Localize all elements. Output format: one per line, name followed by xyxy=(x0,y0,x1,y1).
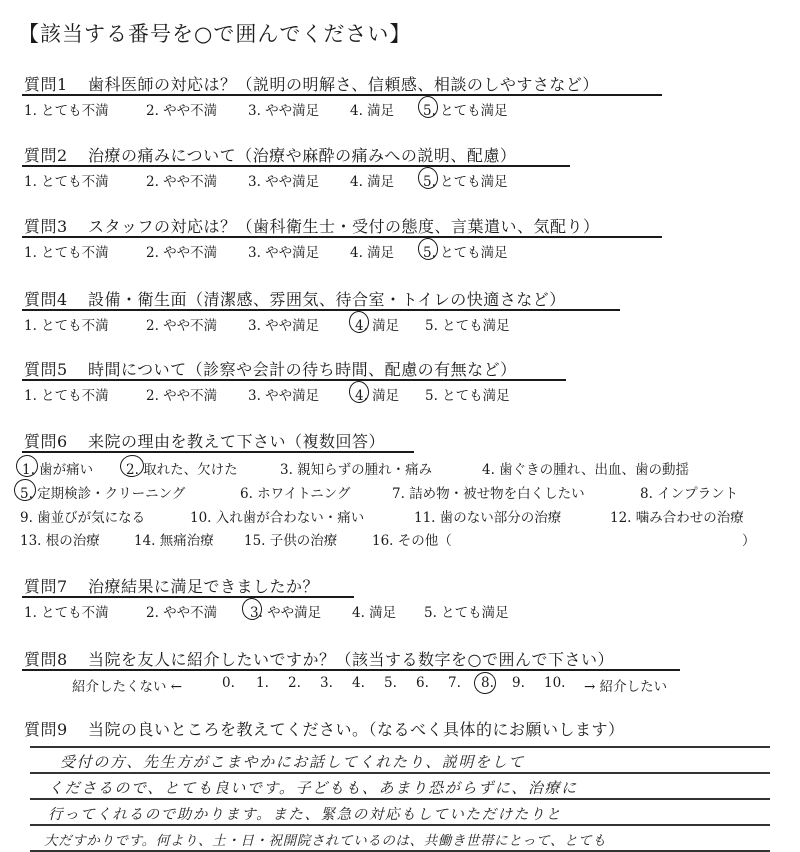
q1-option-4[interactable]: 4. 満足 xyxy=(350,103,395,119)
q8-scale-3[interactable]: 3. xyxy=(320,675,333,691)
q5-option-2[interactable]: 2. やや不満 xyxy=(146,388,218,404)
q8-scale-left-label: 紹介したくない ← xyxy=(72,679,183,695)
q4-option-2[interactable]: 2. やや不満 xyxy=(146,318,218,334)
q9-label: 質問9 xyxy=(24,720,68,739)
q5-option-4[interactable]: 4. 満足 xyxy=(355,388,400,404)
q2-option-2[interactable]: 2. やや不満 xyxy=(146,174,218,190)
q1-label: 質問1 xyxy=(24,75,68,94)
q3-option-3[interactable]: 3. やや満足 xyxy=(248,245,320,261)
q2-option-3[interactable]: 3. やや満足 xyxy=(248,174,320,190)
q6-option-16[interactable]: 16. その他（ xyxy=(372,533,452,549)
q8-underline xyxy=(22,669,680,671)
q9-ruled-line-2 xyxy=(30,772,770,774)
q7-option-4[interactable]: 4. 満足 xyxy=(352,605,397,621)
q8-scale-4[interactable]: 4. xyxy=(352,675,365,691)
q8-label: 質問8 xyxy=(24,650,68,669)
q8-scale-10[interactable]: 10. xyxy=(544,675,566,691)
q6-option-8[interactable]: 8. インプラント xyxy=(640,486,739,502)
q1-option-2[interactable]: 2. やや不満 xyxy=(146,103,218,119)
q1-option-1[interactable]: 1. とても不満 xyxy=(24,103,109,119)
q8-title: 当院を友人に紹介したいですか？（該当する数字を○で囲んで下さい） xyxy=(88,650,614,669)
q7-title: 治療結果に満足できましたか？ xyxy=(88,577,320,596)
q8-scale-5[interactable]: 5. xyxy=(384,675,397,691)
q6-option-5[interactable]: 5. 定期検診・クリーニング xyxy=(20,486,186,502)
q5-underline xyxy=(22,379,566,381)
q2-option-1[interactable]: 1. とても不満 xyxy=(24,174,109,190)
q8-scale-6[interactable]: 6. xyxy=(416,675,429,691)
q6-other-close-paren: ） xyxy=(742,533,756,549)
q7-option-3[interactable]: 3. やや満足 xyxy=(250,605,322,621)
q7-label: 質問7 xyxy=(24,577,68,596)
q4-underline xyxy=(22,309,620,311)
q9-ruled-line-4 xyxy=(30,824,770,826)
q3-underline xyxy=(22,236,662,238)
q4-option-4[interactable]: 4. 満足 xyxy=(355,318,400,334)
q4-option-3[interactable]: 3. やや満足 xyxy=(248,318,320,334)
q8-scale-2[interactable]: 2. xyxy=(288,675,301,691)
q8-scale-8[interactable]: 8. xyxy=(481,675,494,691)
q2-label: 質問2 xyxy=(24,146,68,165)
q5-option-1[interactable]: 1. とても不満 xyxy=(24,388,109,404)
q4-option-5[interactable]: 5. とても満足 xyxy=(425,318,510,334)
q6-option-2[interactable]: 2. 取れた、欠けた xyxy=(126,462,238,478)
q1-option-3[interactable]: 3. やや満足 xyxy=(248,103,320,119)
q5-option-3[interactable]: 3. やや満足 xyxy=(248,388,320,404)
q9-ruled-line-5 xyxy=(30,850,770,852)
q6-option-12[interactable]: 12. 噛み合わせの治療 xyxy=(610,510,744,526)
q5-option-5[interactable]: 5. とても満足 xyxy=(425,388,510,404)
q4-title: 設備・衛生面（清潔感、雰囲気、待合室・トイレの快適さなど） xyxy=(88,290,566,309)
q8-scale-1[interactable]: 1. xyxy=(256,675,269,691)
q6-option-14[interactable]: 14. 無痛治療 xyxy=(134,533,214,549)
q7-underline xyxy=(22,596,354,598)
q9-ruled-line-1 xyxy=(30,746,770,748)
q9-title: 当院の良いところを教えてください。（なるべく具体的にお願いします） xyxy=(88,720,625,739)
q1-underline xyxy=(22,94,662,96)
q5-title: 時間について（診察や会計の待ち時間、配慮の有無など） xyxy=(88,360,517,379)
q2-underline xyxy=(22,165,570,167)
q5-label: 質問5 xyxy=(24,360,68,379)
q6-option-10[interactable]: 10. 入れ歯が合わない・痛い xyxy=(190,510,365,526)
q3-title: スタッフの対応は？（歯科衛生士・受付の態度、言葉遣い、気配り） xyxy=(88,217,600,236)
q6-title: 来院の理由を教えて下さい（複数回答） xyxy=(88,432,386,451)
q8-scale-0[interactable]: 0. xyxy=(222,675,235,691)
q8-scale-right-label: → 紹介したい xyxy=(584,679,668,695)
q1-option-5[interactable]: 5. とても満足 xyxy=(423,103,508,119)
q9-answer-line-4[interactable]: 大だすかりです。何より、土・日・祝開院されているのは、共働き世帯にとって、とても xyxy=(44,833,607,849)
q9-answer-line-3[interactable]: 行ってくれるので助かります。また、緊急の対応もしていただけたりと xyxy=(48,807,563,823)
q6-option-15[interactable]: 15. 子供の治療 xyxy=(244,533,338,549)
q3-option-4[interactable]: 4. 満足 xyxy=(350,245,395,261)
q6-option-9[interactable]: 9. 歯並びが気になる xyxy=(20,510,146,526)
q1-title: 歯科医師の対応は？（説明の明解さ、信頼感、相談のしやすさなど） xyxy=(88,75,599,94)
q8-scale-9[interactable]: 9. xyxy=(512,675,525,691)
q3-label: 質問3 xyxy=(24,217,68,236)
q6-underline xyxy=(22,451,414,453)
q6-label: 質問6 xyxy=(24,432,68,451)
q6-option-6[interactable]: 6. ホワイトニング xyxy=(240,486,351,502)
q8-scale-7[interactable]: 7. xyxy=(448,675,461,691)
q2-title: 治療の痛みについて（治療や麻酔の痛みへの説明、配慮） xyxy=(88,146,517,165)
q7-option-1[interactable]: 1. とても不満 xyxy=(24,605,109,621)
q6-option-4[interactable]: 4. 歯ぐきの腫れ、出血、歯の動揺 xyxy=(482,462,689,478)
q7-option-5[interactable]: 5. とても満足 xyxy=(424,605,509,621)
q3-option-5[interactable]: 5. とても満足 xyxy=(423,245,508,261)
page-heading: 【該当する番号を○で囲んでください】 xyxy=(18,22,412,46)
q2-option-5[interactable]: 5. とても満足 xyxy=(423,174,508,190)
q7-option-2[interactable]: 2. やや不満 xyxy=(146,605,218,621)
q9-ruled-line-3 xyxy=(30,798,770,800)
q9-answer-line-2[interactable]: くださるので、とても良いです。子どもも、あまり恐がらずに、治療に xyxy=(48,779,578,797)
q4-option-1[interactable]: 1. とても不満 xyxy=(24,318,109,334)
q6-option-1[interactable]: 1. 歯が痛い xyxy=(22,462,94,478)
q6-option-11[interactable]: 11. 歯のない部分の治療 xyxy=(414,510,562,526)
q3-option-2[interactable]: 2. やや不満 xyxy=(146,245,218,261)
q6-option-7[interactable]: 7. 詰め物・被せ物を白くしたい xyxy=(392,486,585,502)
q9-answer-line-1[interactable]: 受付の方、先生方がこまやかにお話してくれたり、説明をして xyxy=(60,753,525,771)
q4-label: 質問4 xyxy=(24,290,68,309)
q6-option-13[interactable]: 13. 根の治療 xyxy=(20,533,100,549)
q3-option-1[interactable]: 1. とても不満 xyxy=(24,245,109,261)
q6-option-3[interactable]: 3. 親知らずの腫れ・痛み xyxy=(280,462,433,478)
q2-option-4[interactable]: 4. 満足 xyxy=(350,174,395,190)
